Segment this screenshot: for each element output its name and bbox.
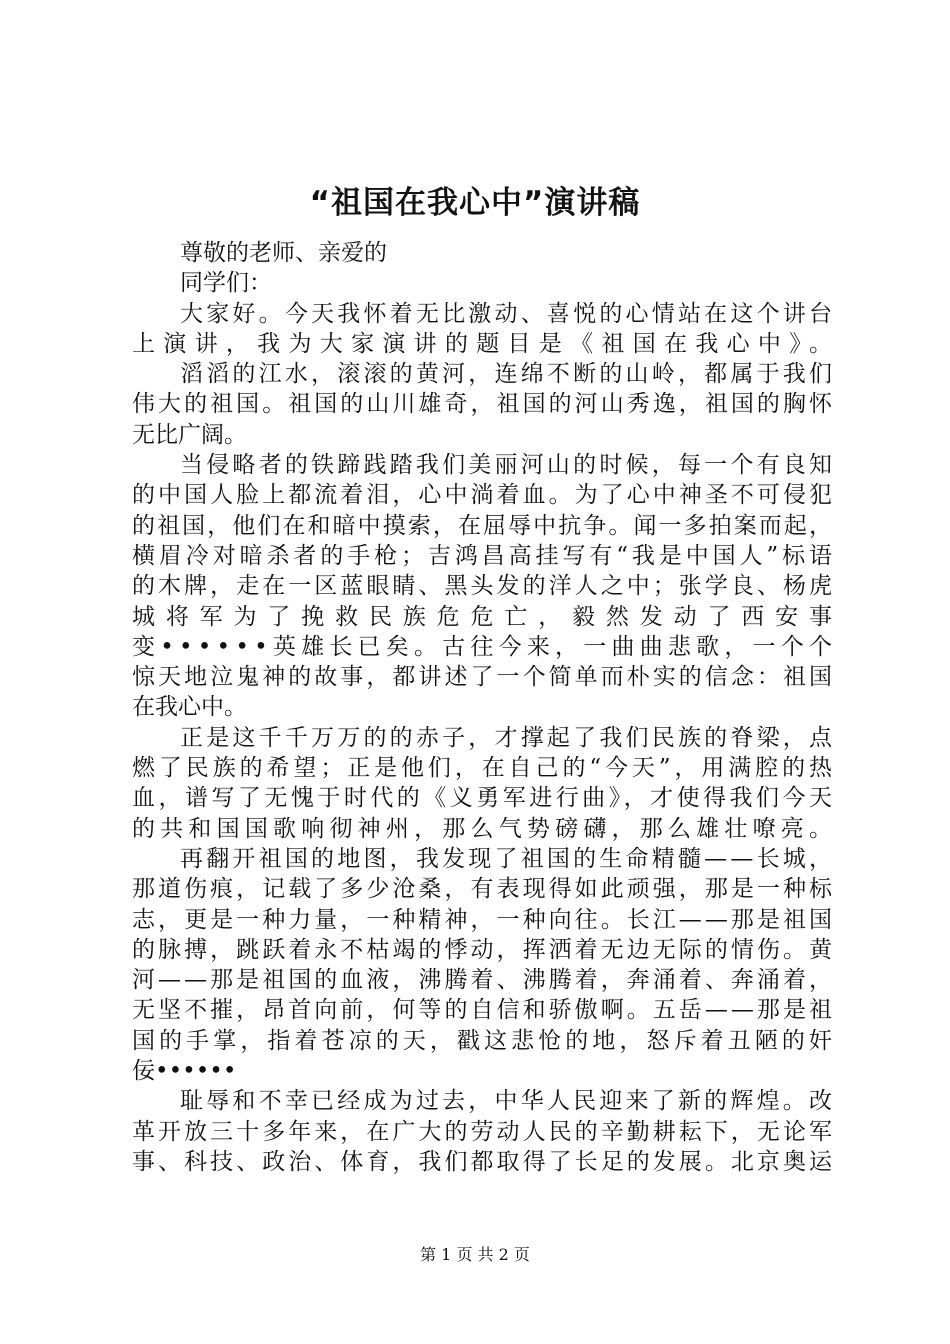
text-line: 的祖国，他们在和暗中摸索，在屈辱中抗争。闻一多拍案而起， [132,512,835,539]
text-line: 大家好。今天我怀着无比激动、喜悦的心情站在这个讲台 [180,300,836,327]
text-line: 城将军为了挽救民族危危亡，毅然发动了西安事 [132,603,843,630]
text-line: 国的手掌，指着苍凉的天，戳这悲怆的地，怒斥着丑陋的奸 [132,1027,837,1054]
text-line: 正是这千千万万的的赤子，才撑起了我们民族的脊梁，点 [180,724,836,751]
body-lines [132,299,843,1178]
text-line: 血，谱写了无愧于时代的《义勇军进行曲》，才使得我们今天 [132,785,836,812]
text-line: 志，更是一种力量，一种精神，一种向往。长江——那是祖国 [132,906,836,933]
page-footer: 第 1 页 共 2 页 [420,1245,530,1264]
text-line: 再翻开祖国的地图，我发现了祖国的生命精髓——长城， [180,845,836,872]
text-line: 的共和国国歌响彻神州，那么气势磅礴，那么雄壮嘹亮。 [132,815,838,842]
text-line: 革开放三十多年来，在广大的劳动人民的辛勤耕耘下，无论军 [132,1118,836,1145]
text-line: 那道伤痕，记载了多少沧桑，有表现得如此顽强，那是一种标 [132,876,836,903]
text-line: 滔滔的江水，滚滚的黄河，连绵不断的山岭，都属于我们 [180,361,836,388]
text-line: 变••••••英雄长已矣。古往今来，一曲曲悲歌，一个个 [132,633,838,660]
text-line: 无比广阔。 [132,421,247,448]
document-body [132,238,843,1177]
text-line: 耻辱和不幸已经成为过去，中华人民迎来了新的辉煌。改 [180,1088,836,1115]
text-line: 燃了民族的希望；正是他们，在自己的“今天”，用满腔的热 [132,755,836,782]
text-line: 河——那是祖国的血液，沸腾着、沸腾着，奔涌着、奔涌着， [132,967,836,994]
text-line: 在我心中。 [132,694,247,721]
text-line: 惊天地泣鬼神的故事，都讲述了一个简单而朴实的信念：祖国 [132,664,836,691]
text-line: 的中国人脸上都流着泪，心中淌着血。为了心中神圣不可侵犯 [132,482,836,509]
text-line: 无坚不摧，昂首向前，何等的自信和骄傲啊。五岳——那是祖 [132,997,836,1024]
text-line: 的木牌，走在一区蓝眼睛、黑头发的洋人之中；张学良、杨虎 [132,573,836,600]
text-line: 横眉冷对暗杀者的手枪；吉鸿昌高挂写有“我是中国人”标语 [132,542,836,569]
text-line: 佞•••••• [132,1058,237,1085]
text-line: 上演讲，我为大家演讲的题目是《祖国在我心中》。 [132,330,841,357]
text-line: 的脉搏，跳跃着永不枯竭的悸动，挥洒着无边无际的情伤。黄 [132,936,836,963]
document-title: “祖国在我心中”演讲稿 [309,185,641,221]
text-line: 事、科技、政治、体育，我们都取得了长足的发展。北京奥运 [132,1148,836,1175]
salutation-line-2: 同学们： [180,270,272,297]
text-line: 当侵略者的铁蹄践踏我们美丽河山的时候，每一个有良知 [180,452,836,479]
salutation-line-1: 尊敬的老师、亲爱的 [180,240,387,266]
text-line: 伟大的祖国。祖国的山川雄奇，祖国的河山秀逸，祖国的胸怀 [132,391,836,418]
